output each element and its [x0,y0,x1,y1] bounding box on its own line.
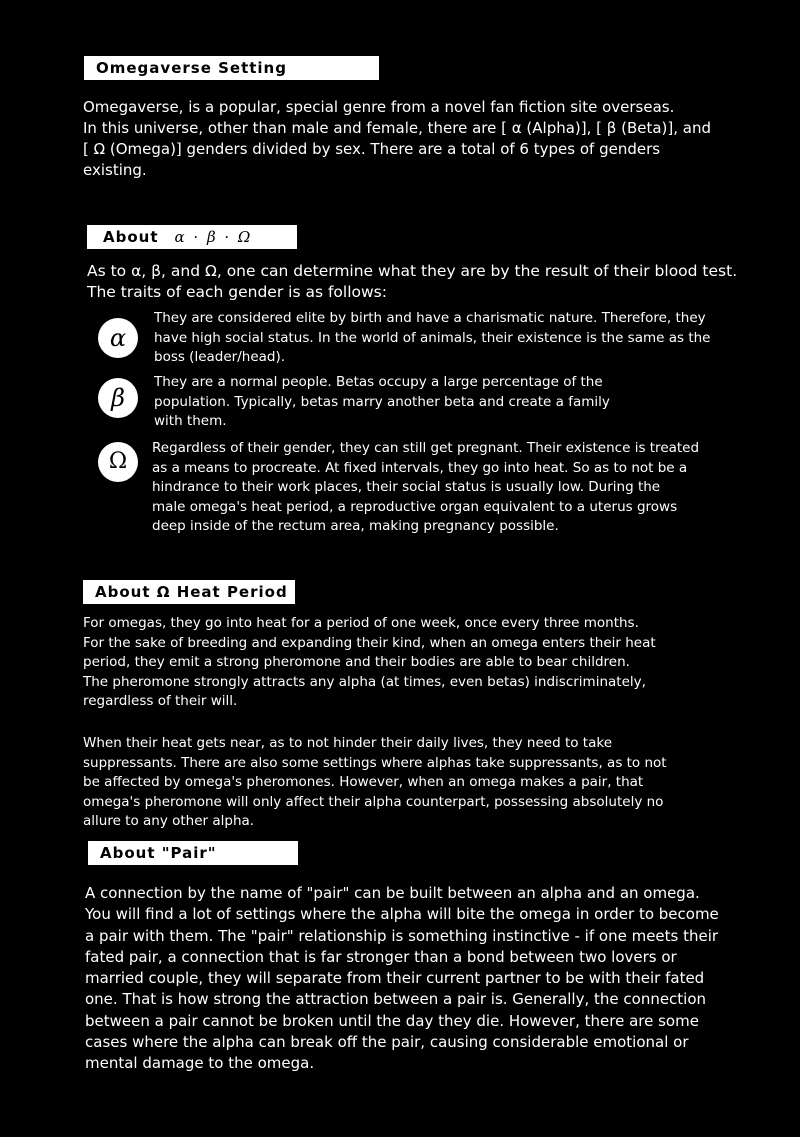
label-greek-symbols: α · β · Ω [174,228,253,246]
alpha-icon: α [98,318,138,358]
text-line: married couple, they will separate from their current partner to be with their fated [85,969,705,988]
text-line: As to α, β, and Ω, one can determine what they are by the result of their blood test. [87,262,738,280]
text-line: A connection by the name of "pair" can be built between an alpha and an omega. [85,884,700,902]
text-line: allure to any other alpha. [83,813,255,829]
text-line: omega's pheromone will only affect their alpha counterpart, possessing absolutely no [83,793,664,810]
text-line: be affected by omega's pheromones. However, when an omega makes a pair, that [83,774,644,790]
text-line: The traits of each gender is as follows: [87,283,387,301]
text-line: mental damage to the omega. [85,1054,315,1073]
text-line: cases where the alpha can break off the pair, causing considerable emotional or [85,1033,689,1052]
text-line: period, they emit a strong pheromone and their bodies are able to bear children. [83,654,630,670]
text-line: as a means to procreate. At fixed intervals, they go into heat. So as to not be a [152,459,688,476]
text-line: boss (leader/head). [154,349,286,365]
text-line: [ Ω (Omega)] genders divided by sex. There are a total of 6 types of genders [83,140,661,158]
text-line: between a pair cannot be broken until the day they die. However, there are some [85,1011,699,1030]
heat-paragraph-2 [83,734,667,832]
pair-paragraph [85,883,719,1075]
text-line: Omegaverse, is a popular, special genre from a novel fan fiction site overseas. [83,98,675,116]
text-line: existing. [83,161,147,179]
setting-paragraph [83,97,711,181]
text-line: have high social status. In the world of animals, their existence is the same as the [154,329,711,346]
label-text: About [103,228,159,246]
section-label-pair: About "Pair" [88,841,298,865]
omega-trait-text [152,439,699,537]
text-line: a pair with them. The "pair" relationship is something instinctive - if one meets their [85,926,719,945]
about-intro-paragraph [87,261,737,303]
omega-icon: Ω [98,442,138,482]
section-label-heat-period: About Ω Heat Period [83,580,295,604]
text-line: The pheromone strongly attracts any alpha (at times, even betas) indiscriminately, [83,673,646,690]
text-line: They are considered elite by birth and have a charismatic nature. Therefore, they [154,310,706,326]
beta-icon: β [98,378,138,418]
text-line: When their heat gets near, as to not hinder their daily lives, they need to take [83,735,613,751]
heat-paragraph-1 [83,614,656,712]
text-line: population. Typically, betas marry another beta and create a family [154,393,610,410]
text-line: You will find a lot of settings where the alpha will bite the omega in order to become [85,905,719,924]
beta-trait-text [154,373,610,432]
text-line: fated pair, a connection that is far stronger than a bond between two lovers or [85,947,677,966]
text-line: Regardless of their gender, they can still get pregnant. Their existence is treated [152,440,700,456]
text-line: suppressants. There are also some settings where alphas take suppressants, as to not [83,754,667,771]
text-line: with them. [154,413,227,429]
text-line: They are a normal people. Betas occupy a large percentage of the [154,374,603,390]
text-line: one. That is how strong the attraction between a pair is. Generally, the connection [85,990,707,1009]
text-line: hindrance to their work places, their social status is usually low. During the [152,479,661,495]
section-label-about-genders [87,225,297,249]
section-label-omegaverse-setting: Omegaverse Setting [84,56,379,80]
text-line: For omegas, they go into heat for a period of one week, once every three months. [83,615,639,631]
text-line: For the sake of breeding and expanding their kind, when an omega enters their heat [83,634,656,651]
text-line: male omega's heat period, a reproductive organ equivalent to a uterus grows [152,498,678,515]
text-line: regardless of their will. [83,693,238,709]
text-line: deep inside of the rectum area, making pregnancy possible. [152,518,559,534]
text-line: In this universe, other than male and female, there are [ α (Alpha)], [ β (Beta)], and [83,119,712,137]
alpha-trait-text [154,309,711,368]
